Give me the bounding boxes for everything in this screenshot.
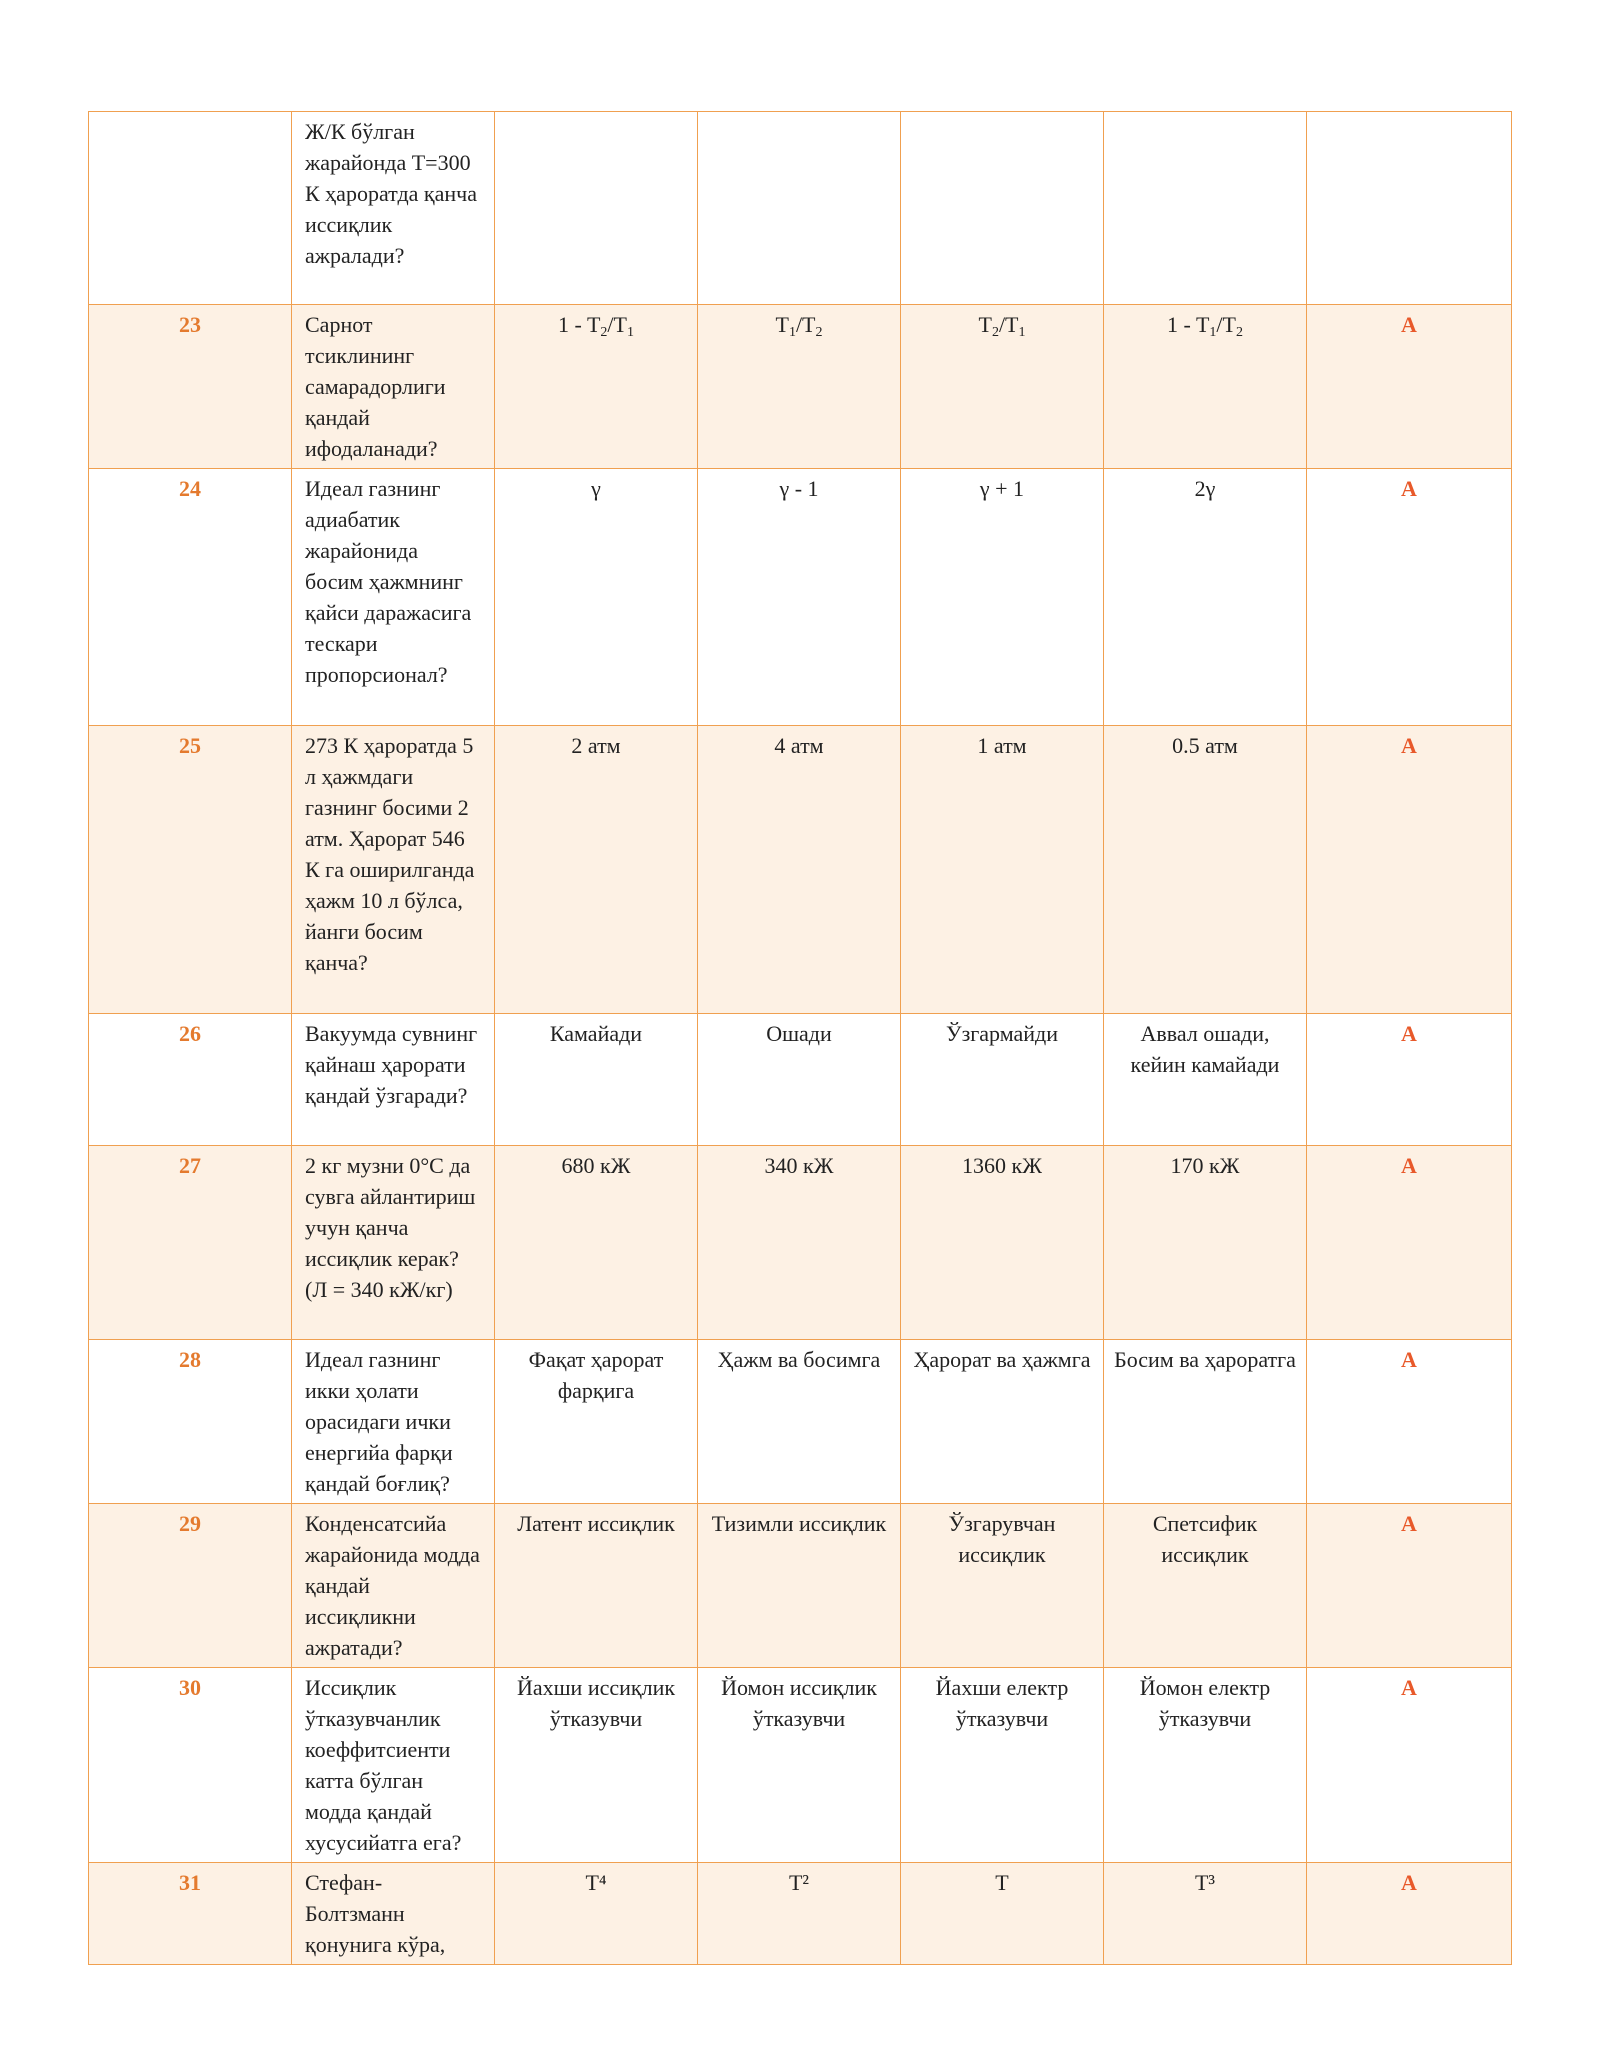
option-d: 2γ: [1104, 469, 1307, 726]
table-row: [89, 1668, 1512, 1863]
question-text: Идеал газнинг адиабатик жарайонида босим ҳажмнинг қайси даражасига тескари пропорсионал?: [292, 469, 495, 726]
option-b: Йомон иссиқлик ўтказувчи: [698, 1668, 901, 1863]
option-d: Спетсифик иссиқлик: [1104, 1504, 1307, 1668]
option-b: Тизимли иссиқлик: [698, 1504, 901, 1668]
option-c: $T_2/T_1$: [901, 305, 1104, 469]
correct-answer: A: [1307, 1504, 1512, 1668]
option-b: Ҳажм ва босимга: [698, 1340, 901, 1504]
option-a: T⁴: [495, 1863, 698, 1965]
option-a: Камайади: [495, 1014, 698, 1146]
question-text: Иссиқлик ўтказувчанлик коеффитсиенти катта бўлган модда қандай хусусийатга ега?: [292, 1668, 495, 1863]
option-d: T³: [1104, 1863, 1307, 1965]
option-a: Фақат ҳарорат фарқига: [495, 1340, 698, 1504]
question-number: 28: [89, 1340, 292, 1504]
option-d: Аввал ошади, кейин камайади: [1104, 1014, 1307, 1146]
option-c: Йахши електр ўтказувчи: [901, 1668, 1104, 1863]
option-c: Ҳарорат ва ҳажмга: [901, 1340, 1104, 1504]
option-a: [495, 112, 698, 305]
option-b: Ошади: [698, 1014, 901, 1146]
question-number: 31: [89, 1863, 292, 1965]
option-d: 170 кЖ: [1104, 1146, 1307, 1340]
option-c: 1360 кЖ: [901, 1146, 1104, 1340]
option-b: γ - 1: [698, 469, 901, 726]
question-number: 29: [89, 1504, 292, 1668]
question-number: 27: [89, 1146, 292, 1340]
table-row: [89, 1146, 1512, 1340]
table-row: [89, 469, 1512, 726]
question-number: 26: [89, 1014, 292, 1146]
option-a: 2 атм: [495, 726, 698, 1014]
questions-table: [88, 111, 1512, 1965]
option-c: T: [901, 1863, 1104, 1965]
option-d: 0.5 атм: [1104, 726, 1307, 1014]
option-a: 680 кЖ: [495, 1146, 698, 1340]
correct-answer: A: [1307, 469, 1512, 726]
question-text: 273 К ҳароратда 5 л ҳажмдаги газнинг босими 2 атм. Ҳарорат 546 К га оширилганда ҳажм 10 л бўлса, йанги босим қанча?: [292, 726, 495, 1014]
option-d: $1 - T_1/T_2$: [1104, 305, 1307, 469]
question-text: Сарнот тсиклининг самарадорлиги қандай ифодаланади?: [292, 305, 495, 469]
option-a: Йахши иссиқлик ўтказувчи: [495, 1668, 698, 1863]
option-a: γ: [495, 469, 698, 726]
option-c: [901, 112, 1104, 305]
option-b: 4 атм: [698, 726, 901, 1014]
correct-answer: A: [1307, 1340, 1512, 1504]
correct-answer: A: [1307, 1668, 1512, 1863]
correct-answer: A: [1307, 1014, 1512, 1146]
option-b: T²: [698, 1863, 901, 1965]
question-text: 2 кг музни 0°C да сувга айлантириш учун қанча иссиқлик керак? (Л = 340 кЖ/кг): [292, 1146, 495, 1340]
question-number: 25: [89, 726, 292, 1014]
correct-answer: A: [1307, 1863, 1512, 1965]
option-d: Йомон електр ўтказувчи: [1104, 1668, 1307, 1863]
question-text: Конденсатсийа жарайонида модда қандай иссиқликни ажратади?: [292, 1504, 495, 1668]
table-row: [89, 112, 1512, 305]
table-row: [89, 1014, 1512, 1146]
option-b: 340 кЖ: [698, 1146, 901, 1340]
table-row: [89, 1504, 1512, 1668]
option-d: Босим ва ҳароратга: [1104, 1340, 1307, 1504]
table-row: [89, 305, 1512, 469]
question-text: Ж/К бўлган жарайонда Т=300 К ҳароратда қанча иссиқлик ажралади?: [292, 112, 495, 305]
correct-answer: [1307, 112, 1512, 305]
option-c: 1 атм: [901, 726, 1104, 1014]
question-number: 23: [89, 305, 292, 469]
table-row: [89, 1863, 1512, 1965]
option-d: [1104, 112, 1307, 305]
option-a: $1 - T_2/T_1$: [495, 305, 698, 469]
question-text: Вакуумда сувнинг қайнаш ҳарорати қандай ўзгаради?: [292, 1014, 495, 1146]
option-c: Ўзгармайди: [901, 1014, 1104, 1146]
question-number: 24: [89, 469, 292, 726]
option-a: Латент иссиқлик: [495, 1504, 698, 1668]
option-c: γ + 1: [901, 469, 1104, 726]
question-text: Стефан-Болтзманн қонунига кўра,: [292, 1863, 495, 1965]
correct-answer: A: [1307, 726, 1512, 1014]
question-number: 30: [89, 1668, 292, 1863]
correct-answer: A: [1307, 1146, 1512, 1340]
question-text: Идеал газнинг икки ҳолати орасидаги ички енергийа фарқи қандай боғлиқ?: [292, 1340, 495, 1504]
option-b: [698, 112, 901, 305]
option-c: Ўзгарувчан иссиқлик: [901, 1504, 1104, 1668]
correct-answer: A: [1307, 305, 1512, 469]
table-row: [89, 1340, 1512, 1504]
table-row: [89, 726, 1512, 1014]
option-b: $T_1/T_2$: [698, 305, 901, 469]
question-number: [89, 112, 292, 305]
